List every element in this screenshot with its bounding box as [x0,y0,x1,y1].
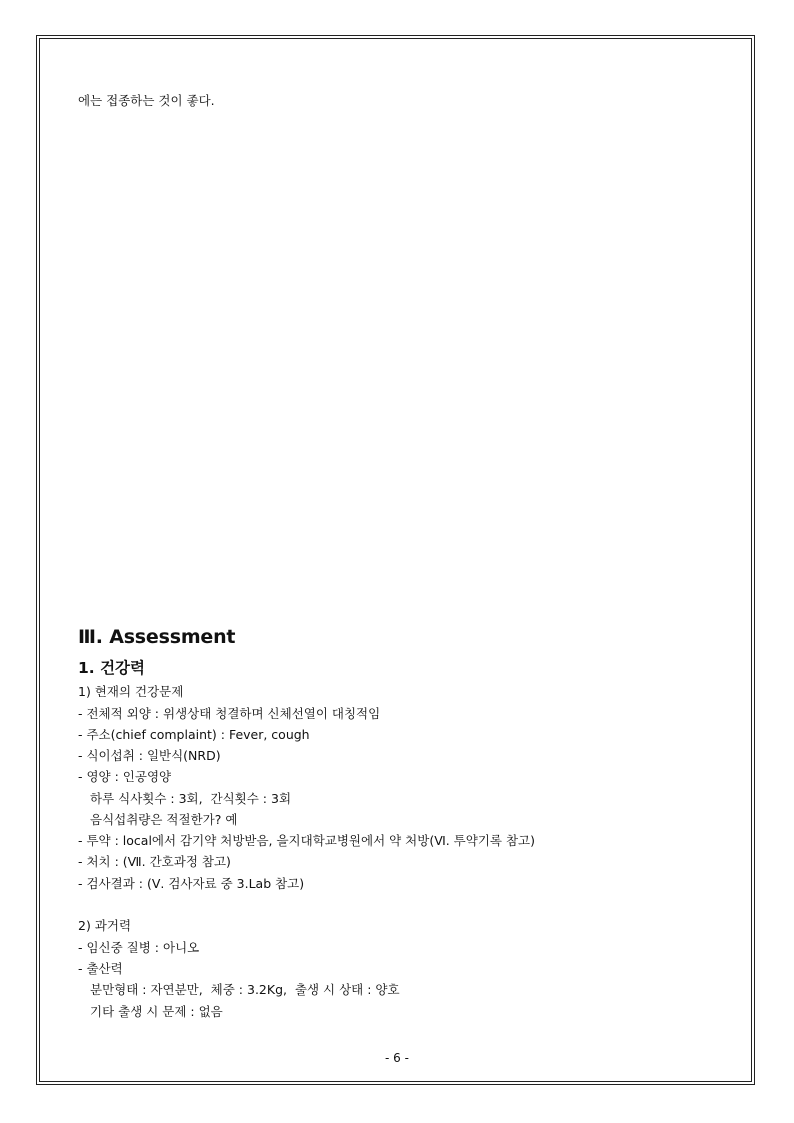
birth-history-line: - 출산력 [78,961,123,976]
test-results-line: - 검사결과 : (Ⅴ. 검사자료 중 3.Lab 참고) [78,876,305,891]
page-border-inner [39,38,752,1082]
treatment-line: - 처치 : (Ⅶ. 간호과정 참고) [78,854,231,869]
other-problems-line: 기타 출생 시 문제 : 없음 [90,1004,223,1019]
delivery-line: 분만형태 : 자연분만, 체중 : 3.2Kg, 출생 시 상태 : 양호 [90,982,400,997]
present-health-heading: 1) 현재의 건강문제 [78,684,184,699]
subsection-heading: 1. 건강력 [78,659,145,677]
meal-frequency-line: 하루 식사횟수 : 3회, 간식횟수 : 3회 [90,791,292,806]
section-heading: Ⅲ. Assessment [78,626,236,648]
nutrition-line: - 영양 : 인공영양 [78,769,172,784]
medication-line: - 투약 : local에서 감기약 처방받음, 을지대학교병원에서 약 처방(Ⅵ. 투약기록 참고) [78,833,535,848]
pregnancy-disease-line: - 임신중 질병 : 아니오 [78,940,200,955]
intake-adequacy-line: 음식섭취량은 적절한가? 예 [90,812,238,827]
past-history-heading: 2) 과거력 [78,918,132,933]
page-number: - 6 - [385,1051,409,1065]
appearance-line: - 전체적 외양 : 위생상태 청결하며 신체선열이 대칭적임 [78,706,381,721]
diet-line: - 식이섭취 : 일반식(NRD) [78,748,221,763]
chief-complaint-line: - 주소(chief complaint) : Fever, cough [78,727,310,742]
continued-text: 에는 접종하는 것이 좋다. [78,93,215,108]
